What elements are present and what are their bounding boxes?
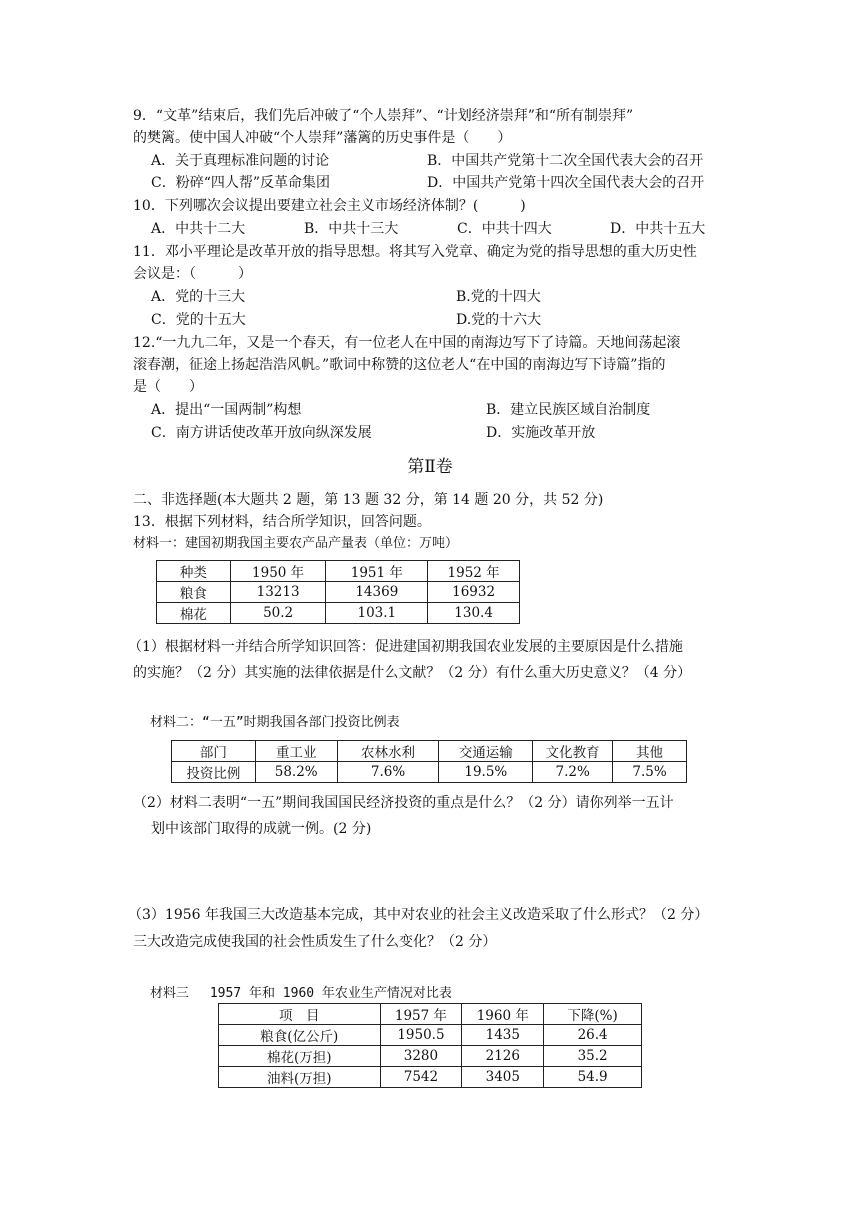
material2-table	[171, 740, 687, 783]
q12-stem-line2: 滚春潮，征途上扬起浩浩风帆。”歌词中称赞的这位老人“在中国的南海边写下诗篇”指的	[133, 357, 666, 373]
table-cell: 50.2	[230, 603, 326, 624]
q13-1-line1: （1）根据材料一并结合所学知识回答：促进建国初期我国农业发展的主要原因是什么措施	[128, 639, 683, 655]
table-header-cell: 其他	[613, 741, 687, 762]
table-row	[157, 582, 520, 603]
table-header-row	[219, 1004, 642, 1025]
table-cell: 棉花(万担)	[219, 1046, 381, 1067]
material1-caption: 材料一：建国初期我国主要农产品产量表（单位：万吨）	[133, 536, 459, 551]
q11-option-b: B.党的十四大	[456, 289, 541, 305]
q11-stem-line1: 11．邓小平理论是改革开放的指导思想。将其写入党章、确定为党的指导思想的重大历史性	[133, 244, 697, 260]
table-cell: 3280	[380, 1046, 462, 1067]
table-cell: 35.2	[544, 1046, 642, 1067]
q13-3-line1: （3）1956 年我国三大改造基本完成，其中对农业的社会主义改造采取了什么形式？（2 分）	[128, 907, 709, 923]
table-cell: 7542	[380, 1067, 462, 1088]
q11-option-d: D.党的十六大	[456, 312, 542, 328]
q9-option-d: D．中国共产党第十四次全国代表大会的召开	[427, 175, 705, 191]
q10-stem: 10．下列哪次会议提出要建立社会主义市场经济体制？( )	[133, 198, 526, 214]
material3-caption: 材料三 1957 年和 1960 年农业生产情况对比表	[150, 986, 452, 1001]
table-cell: 1435	[462, 1025, 544, 1046]
q13-1-line2: 的实施？（2 分）其实施的法律依据是什么文献？（2 分）有什么重大历史意义？（4 分）	[133, 665, 692, 681]
table-header-cell: 1952 年	[428, 561, 520, 582]
table-cell: 投资比例	[172, 762, 256, 783]
table-cell: 棉花	[157, 603, 231, 624]
q9-stem-line2: 的樊篱。使中国人冲破“个人崇拜”藩篱的历史事件是（ ）	[133, 130, 512, 146]
table-row	[219, 1067, 642, 1088]
table-row	[157, 603, 520, 624]
material1-table	[156, 560, 520, 624]
q9-option-c: C．粉碎“四人帮”反革命集团	[151, 175, 331, 191]
table-cell: 2126	[462, 1046, 544, 1067]
q10-option-a: A．中共十二大	[151, 221, 246, 237]
table-header-row	[157, 561, 520, 582]
table-header-cell: 交通运输	[439, 741, 533, 762]
table-header-cell: 重工业	[255, 741, 337, 762]
q12-option-a: A．提出“一国两制”构想	[151, 402, 302, 418]
table-header-cell: 种类	[157, 561, 231, 582]
table-header-cell: 农林水利	[337, 741, 439, 762]
table-header-cell: 项 目	[219, 1004, 381, 1025]
q12-option-c: C．南方讲话使改革开放向纵深发展	[151, 425, 372, 441]
q12-option-b: B．建立民族区域自治制度	[486, 402, 651, 418]
table-cell: 7.5%	[613, 762, 687, 783]
q12-option-d: D．实施改革开放	[486, 425, 596, 441]
table-header-cell: 下降(%)	[544, 1004, 642, 1025]
q10-option-d: D．中共十五大	[610, 221, 706, 237]
table-cell: 130.4	[428, 603, 520, 624]
q10-option-b: B．中共十三大	[304, 221, 399, 237]
q13-2-line2: 划中该部门取得的成就一例。(2 分)	[151, 821, 372, 837]
q9-option-a: A．关于真理标准问题的讨论	[151, 153, 330, 169]
q12-stem-line1: 12.“一九九二年，又是一个春天，有一位老人在中国的南海边写下了诗篇。天地间荡起滚	[133, 335, 681, 351]
table-header-cell: 1951 年	[326, 561, 428, 582]
table-cell: 粮食(亿公斤)	[219, 1025, 381, 1046]
table-cell: 粮食	[157, 582, 231, 603]
table-cell: 3405	[462, 1067, 544, 1088]
table-cell: 103.1	[326, 603, 428, 624]
table-cell: 16932	[428, 582, 520, 603]
table-header-cell: 1957 年	[380, 1004, 462, 1025]
material3-table	[218, 1003, 642, 1088]
table-header-cell: 1950 年	[230, 561, 326, 582]
table-header-row	[172, 741, 687, 762]
part2-heading: 第Ⅱ卷	[407, 457, 453, 477]
table-cell: 19.5%	[439, 762, 533, 783]
q11-option-a: A．党的十三大	[151, 289, 246, 305]
q10-option-c: C．中共十四大	[457, 221, 552, 237]
q11-stem-line2: 会议是：（ ）	[133, 266, 252, 282]
table-header-cell: 部门	[172, 741, 256, 762]
table-cell: 7.6%	[337, 762, 439, 783]
q13-2-line1: （2）材料二表明“一五”期间我国国民经济投资的重点是什么？（2 分）请你列举一五计	[133, 795, 674, 811]
table-header-cell: 文化教育	[533, 741, 613, 762]
table-cell: 54.9	[544, 1067, 642, 1088]
q11-option-c: C．党的十五大	[151, 312, 246, 328]
material2-caption: 材料二：“一五”时期我国各部门投资比例表	[150, 715, 400, 730]
q9-option-b: B．中国共产党第十二次全国代表大会的召开	[427, 153, 704, 169]
table-cell: 58.2%	[255, 762, 337, 783]
q13-stem: 13．根据下列材料，结合所学知识，回答问题。	[133, 514, 431, 530]
q12-stem-line3: 是（ ）	[133, 379, 203, 395]
table-cell: 26.4	[544, 1025, 642, 1046]
table-row	[172, 762, 687, 783]
q13-3-line2: 三大改造完成使我国的社会性质发生了什么变化？（2 分）	[133, 934, 497, 950]
table-header-cell: 1960 年	[462, 1004, 544, 1025]
q9-stem-line1: 9．“文革”结束后，我们先后冲破了“个人崇拜”、“计划经济崇拜”和“所有制崇拜”	[133, 108, 634, 124]
table-row	[219, 1046, 642, 1067]
table-cell: 油料(万担)	[219, 1067, 381, 1088]
table-cell: 14369	[326, 582, 428, 603]
part2-intro: 二、非选择题(本大题共 2 题，第 13 题 32 分，第 14 题 20 分，共 52 分)	[133, 492, 604, 508]
table-cell: 13213	[230, 582, 326, 603]
table-row	[219, 1025, 642, 1046]
table-cell: 1950.5	[380, 1025, 462, 1046]
table-cell: 7.2%	[533, 762, 613, 783]
